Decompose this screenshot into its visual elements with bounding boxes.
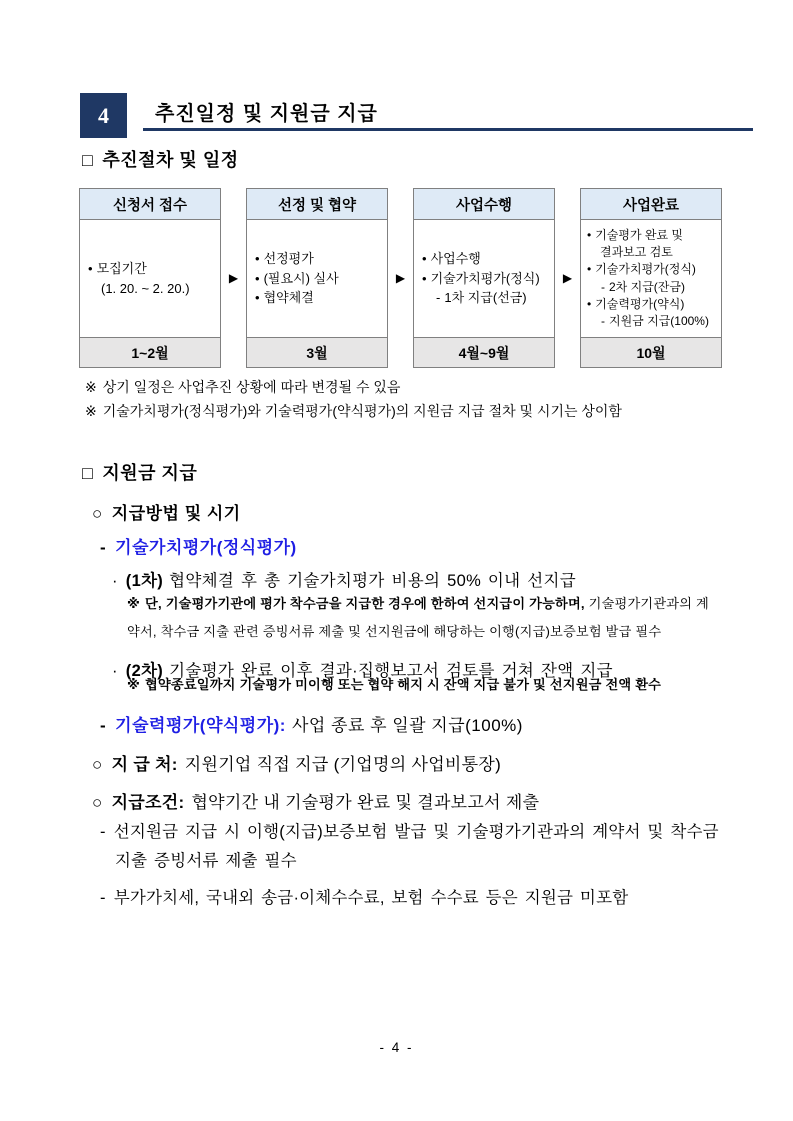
flow-box-line-text: 지원금 지급(100%) — [609, 314, 709, 329]
flow-box-line-text: 사업수행 — [430, 251, 481, 267]
reference-mark-icon: ※ — [127, 596, 141, 611]
flow-box-body — [80, 220, 220, 337]
flow-box-subline — [587, 313, 717, 330]
reference-mark-icon: ※ — [85, 403, 97, 419]
recipient-label: 지 급 처: — [111, 755, 178, 774]
flow-box-period: 4월~9월 — [414, 337, 554, 367]
schedule-note-text: 상기 일정은 사업추진 상황에 따라 변경될 수 있음 — [102, 379, 401, 395]
dot-bullet-icon: • — [587, 262, 592, 277]
flow-box-title: 신청서 접수 — [80, 189, 220, 220]
flow-box-line-text: 결과보고 검토 — [600, 244, 673, 259]
dot-bullet-icon: • — [88, 261, 93, 276]
dash-bullet-icon: - — [436, 290, 441, 306]
simple-evaluation-line — [100, 711, 523, 736]
schedule-note — [85, 375, 735, 399]
schedule-heading — [82, 146, 239, 172]
reference-mark-icon: ※ — [85, 379, 97, 395]
flow-box-application — [79, 188, 221, 368]
square-bullet-icon: □ — [82, 463, 94, 483]
flow-box-line-text: 기술가치평가(정식) — [595, 262, 696, 277]
section-number-badge — [80, 93, 127, 138]
first-payment-label: (1차) — [125, 572, 164, 590]
process-flow-diagram — [79, 188, 722, 368]
flow-box-line-text: 기술력평가(약식) — [595, 296, 685, 311]
page-number: - 4 - — [379, 1040, 414, 1055]
payment-heading — [82, 459, 197, 485]
section-number: 4 — [98, 102, 109, 128]
dash-bullet-icon: - — [601, 314, 605, 329]
flow-box-subline — [422, 288, 550, 308]
arrow-right-icon: ▶ — [395, 271, 406, 285]
flow-box-line — [255, 288, 383, 308]
flow-box-line — [88, 259, 216, 279]
schedule-notes — [85, 375, 735, 423]
flow-box-body — [581, 220, 721, 337]
flow-box-line — [255, 269, 383, 289]
square-bullet-icon: □ — [82, 150, 94, 170]
flow-box-line-text: (1. 20. ~ 2. 20.) — [101, 280, 190, 296]
dot-bullet-icon: • — [422, 251, 427, 267]
flow-box-execution — [413, 188, 555, 368]
arrow-right-icon: ▶ — [228, 271, 239, 285]
flow-box-line — [587, 296, 717, 313]
payment-heading-label: 지원금 지급 — [102, 463, 198, 483]
dash-bullet-icon: - — [100, 823, 106, 841]
flow-box-line-text: 기술가치평가(정식) — [430, 270, 540, 286]
flow-box-title: 사업완료 — [581, 189, 721, 220]
extra-note-text: 부가가치세, 국내외 송금·이체수수료, 보험 수수료 등은 지원금 미포함 — [113, 889, 629, 907]
extra-note — [100, 818, 730, 876]
second-payment-note-text: 협약종료일까지 기술평가 미이행 또는 협약 해지 시 잔액 지급 불가 및 선지원금 전액 환수 — [145, 677, 662, 692]
dash-bullet-icon: - — [100, 538, 107, 557]
formal-evaluation-heading — [100, 533, 297, 558]
condition-label: 지급조건: — [111, 793, 185, 812]
second-payment-note — [127, 671, 737, 699]
condition-line — [92, 788, 539, 813]
section-title: 추진일정 및 지원금 지급 — [155, 103, 378, 125]
schedule-note — [85, 399, 735, 423]
middot-bullet-icon: · — [112, 662, 118, 680]
flow-box-line — [422, 249, 550, 269]
dot-bullet-icon: • — [255, 290, 260, 306]
formal-evaluation-label: 기술가치평가(정식평가) — [115, 538, 297, 557]
flow-box-line — [587, 227, 717, 244]
condition-text: 협약기간 내 기술평가 완료 및 결과보고서 제출 — [191, 793, 540, 812]
flow-box-period: 1~2월 — [80, 337, 220, 367]
extra-note — [100, 884, 755, 913]
flow-box-line-text: 기술평가 완료 및 — [595, 227, 684, 242]
first-payment-note-bold: 단, 기술평가기관에 평가 착수금을 지급한 경우에 한하여 선지급이 가능하며, — [145, 596, 585, 611]
dash-bullet-icon: - — [100, 889, 106, 907]
method-heading — [92, 499, 241, 524]
flow-box-line — [255, 249, 383, 269]
first-payment-text: 협약체결 후 총 기술가치평가 비용의 50% 이내 선지급 — [169, 572, 577, 590]
reference-mark-icon: ※ — [127, 677, 141, 692]
middot-bullet-icon: · — [112, 572, 118, 590]
flow-box-line-text: 협약체결 — [263, 290, 314, 306]
flow-box-line — [88, 279, 216, 299]
flow-box-period: 3월 — [247, 337, 387, 367]
second-payment-label: (2차) — [125, 662, 164, 680]
dot-bullet-icon: • — [422, 270, 427, 286]
second-payment-text: 기술평가 완료 이후 결과·집행보고서 검토를 거쳐 잔액 지급 — [169, 662, 613, 680]
schedule-heading-label: 추진절차 및 일정 — [102, 150, 239, 170]
circle-bullet-icon: ○ — [92, 755, 103, 774]
dot-bullet-icon: • — [587, 227, 592, 242]
dot-bullet-icon: • — [255, 251, 260, 267]
first-payment-line — [112, 567, 576, 591]
first-payment-note-rest: 기술평가기관과의 계약서, 착수금 지출 관련 증빙서류 제출 및 선지원금에 해당하는 이행(지급)보증보험 발급 필수 — [127, 596, 709, 639]
flow-box-body — [414, 220, 554, 337]
flow-box-title: 선정 및 협약 — [247, 189, 387, 220]
first-payment-note — [127, 590, 719, 646]
flow-box-period: 10월 — [581, 337, 721, 367]
recipient-line — [92, 750, 501, 775]
dot-bullet-icon: • — [255, 270, 260, 286]
flow-box-line-text: 1차 지급(선금) — [444, 290, 527, 306]
method-heading-label: 지급방법 및 시기 — [111, 504, 241, 523]
flow-box-line-text: 선정평가 — [263, 251, 314, 267]
simple-evaluation-text: 사업 종료 후 일괄 지급(100%) — [291, 716, 523, 735]
schedule-note-text: 기술가치평가(정식평가)와 기술력평가(약식평가)의 지원금 지급 절차 및 시기는 상이함 — [102, 403, 622, 419]
flow-box-subline — [587, 279, 717, 296]
flow-box-line — [587, 244, 717, 261]
dot-bullet-icon: • — [587, 296, 592, 311]
flow-box-title: 사업수행 — [414, 189, 554, 220]
simple-evaluation-label: 기술력평가(약식평가): — [115, 716, 286, 735]
circle-bullet-icon: ○ — [92, 504, 103, 523]
arrow-right-icon: ▶ — [562, 271, 573, 285]
flow-box-line-text: 모집기간 — [96, 261, 147, 276]
flow-box-completion — [580, 188, 722, 368]
flow-box-line-text: (필요시) 실사 — [263, 270, 339, 286]
flow-box-body — [247, 220, 387, 337]
flow-box-line — [422, 269, 550, 289]
flow-box-selection — [246, 188, 388, 368]
dash-bullet-icon: - — [100, 716, 107, 735]
flow-box-line — [587, 261, 717, 278]
circle-bullet-icon: ○ — [92, 793, 103, 812]
dash-bullet-icon: - — [601, 279, 605, 294]
recipient-text: 지원기업 직접 지급 (기업명의 사업비통장) — [184, 755, 502, 774]
extra-note-text: 선지원금 지급 시 이행(지급)보증보험 발급 및 기술평가기관과의 계약서 및 착수금 지출 증빙서류 제출 필수 — [113, 823, 719, 870]
title-underline — [143, 128, 753, 131]
flow-box-line-text: 2차 지급(잔금) — [609, 279, 685, 294]
